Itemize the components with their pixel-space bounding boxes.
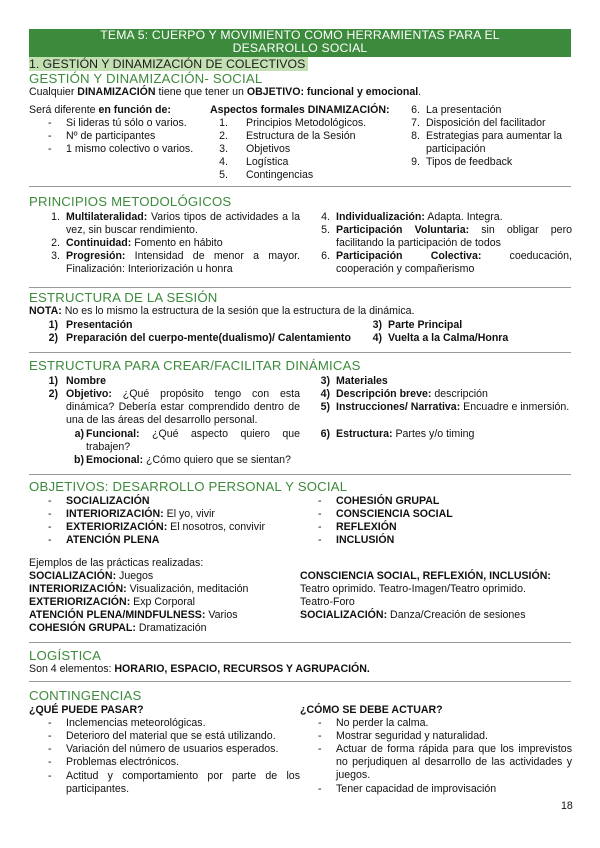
example-text: Teatro oprimido. Teatro-Imagen/Teatro oprimido. [300,583,526,595]
divider [29,681,571,682]
list-number: 1. [51,211,60,223]
session-step: Parte Principal [388,319,463,331]
objective-item: ATENCIÓN PLENA [66,534,160,546]
dash: - [318,783,322,795]
list-item: Principios Metodológicos. [246,117,367,129]
dash: - [48,534,52,546]
dash: - [318,717,322,729]
action-item: No perder la calma. [336,717,429,729]
list-number: 1) [48,319,58,331]
divider [29,287,571,288]
dynamic-step: Estructura: Partes y/o timing [336,428,475,440]
example-item: CONSCIENCIA SOCIAL, REFLEXIÓN, INCLUSIÓN: [300,570,551,582]
section-title-objetivos: OBJETIVOS: DESARROLLO PERSONAL Y SOCIAL [29,479,348,494]
divider [29,474,571,475]
list-number: 1. [219,117,228,129]
dash: - [48,130,52,142]
list-item: Estrategias para aumentar la participación [426,130,563,155]
list-number: 3. [51,250,60,262]
dash: - [318,534,322,546]
dash: - [48,143,52,155]
list-number: 5) [320,401,330,413]
dynamic-step: Nombre [66,375,107,387]
list-number: 8. [411,130,420,142]
section-title-contingencias: CONTINGENCIAS [29,688,142,703]
list-item: Si lideras tú sólo o varios. [66,117,187,129]
divider [29,186,571,187]
list-number: 4. [321,211,330,223]
action-item: Actuar de forma rápida para que los imprevistos no perjudiquen al desarrollo de las actividades y juegos. [336,743,572,781]
objective-sub: Funcional: ¿Qué aspecto quiero que trabajen? [86,428,300,453]
principle-item: Progresión: Intensidad de menor a mayor. Finalización: Interiorización u honra [66,250,300,275]
dash: - [318,495,322,507]
list-number: b) [74,454,84,466]
list-number: 1) [48,375,58,387]
action-item: Mostrar seguridad y naturalidad. [336,730,488,742]
dash: - [48,730,52,742]
example-item: INTERIORIZACIÓN: Visualización, meditación [29,583,249,595]
banner-line-2: DESARROLLO SOCIAL [232,41,368,56]
session-step: Presentación [66,319,133,331]
list-number: 2. [219,130,228,142]
contingency-item: Variación del número de usuarios esperados. [66,743,279,755]
principle-item: Multilateralidad: Varios tipos de actividades a la vez, sin buscar rendimiento. [66,211,300,236]
dash: - [48,521,52,533]
dynamic-step: Instrucciones/ Narrativa: Encuadre e inmersión. [336,401,570,413]
dynamic-step: Descripción breve: descripción [336,388,488,400]
divider [29,352,571,353]
dynamic-step: Objetivo: ¿Qué propósito tengo con esta dinámica? Debería estar comprendido dentro de una de las áreas del desarrollo personal. [66,388,300,426]
principle-item: Participación Colectiva: coeducación, cooperación y compañerismo [336,250,572,275]
list-number: 9. [411,156,420,168]
example-item: COHESIÓN GRUPAL: Dramatización [29,622,207,634]
objective-item: COHESIÓN GRUPAL [336,495,440,507]
list-number: 6. [411,104,420,116]
list-number: 5. [321,224,330,236]
gestion-col2-head: Aspectos formales DINAMIZACIÓN: [210,104,390,116]
section-title-logistica: LOGÍSTICA [29,648,102,663]
page-number: 18 [561,800,573,812]
section-title-crear: ESTRUCTURA PARA CREAR/FACILITAR DINÁMICAS [29,358,361,373]
objective-item: INCLUSIÓN [336,534,395,546]
banner-line-1: TEMA 5: CUERPO Y MOVIMIENTO COMO HERRAMIENTAS PARA EL [100,28,500,42]
list-item: La presentación [426,104,502,116]
list-number: a) [74,428,84,440]
objective-item: CONSCIENCIA SOCIAL [336,508,453,520]
list-number: 3) [372,319,382,331]
principle-item: Individualización: Adapta. Integra. [336,211,503,223]
divider [29,642,571,643]
list-number: 6. [321,250,330,262]
dash: - [48,508,52,520]
dash: - [48,717,52,729]
list-number: 4) [372,332,382,344]
objective-item: SOCIALIZACIÓN [66,495,150,507]
dash: - [48,117,52,129]
list-item: 1 mismo colectivo o varios. [66,143,194,155]
gestion-intro: Cualquier DINAMIZACIÓN tiene que tener un OBJETIVO: funcional y emocional. [29,86,422,98]
list-item: Tipos de feedback [426,156,513,168]
example-item: ATENCIÓN PLENA/MINDFULNESS: Varios [29,609,238,621]
dash: - [48,770,52,782]
dash: - [48,495,52,507]
objective-item: EXTERIORIZACIÓN: El nosotros, convivir [66,521,265,533]
dash: - [318,521,322,533]
session-step: Vuelta a la Calma/Honra [388,332,509,344]
list-item: Nº de participantes [66,130,156,142]
list-number: 4) [320,388,330,400]
contingency-item: Problemas electrónicos. [66,756,180,768]
list-number: 7. [411,117,420,129]
chapter-banner [29,29,571,57]
session-step: Preparación del cuerpo-mente(dualismo)/ Calentamiento [66,332,351,344]
example-text: Teatro-Foro [300,596,355,608]
example-item: SOCIALIZACIÓN: Danza/Creación de sesiones [300,609,526,621]
list-item: Disposición del facilitador [426,117,546,129]
section-title-principios: PRINCIPIOS METODOLÓGICOS [29,194,232,209]
list-item: Contingencias [246,169,314,181]
dynamic-step: Materiales [336,375,388,387]
dash: - [48,743,52,755]
list-number: 4. [219,156,228,168]
list-number: 5. [219,169,228,181]
example-item: SOCIALIZACIÓN: Juegos [29,570,154,582]
principle-item: Participación Voluntaria: sin obligar pero facilitando la participación de todos [336,224,572,249]
list-number: 3) [320,375,330,387]
contingency-item: Inclemencias meteorológicas. [66,717,206,729]
list-number: 2) [48,332,58,344]
section-title-estructura: ESTRUCTURA DE LA SESIÓN [29,290,218,305]
contingencias-right-head: ¿CÓMO SE DEBE ACTUAR? [300,704,443,716]
nota: NOTA: No es lo mismo la estructura de la sesión que la estructura de la dinámica. [29,305,415,317]
list-number: 6) [320,428,330,440]
section-title-gestion: GESTIÓN Y DINAMIZACIÓN- SOCIAL [29,71,263,86]
objective-sub: Emocional: ¿Cómo quiero que se sientan? [86,454,291,466]
list-number: 3. [219,143,228,155]
list-number: 2) [48,388,58,400]
dash: - [318,730,322,742]
objective-item: INTERIORIZACIÓN: El yo, vivir [66,508,215,520]
dash: - [318,743,322,755]
dash: - [318,508,322,520]
objective-item: REFLEXIÓN [336,521,397,533]
contingency-item: Deterioro del material que se está utilizando. [66,730,276,742]
contingencias-left-head: ¿QUÉ PUEDE PASAR? [29,704,144,716]
subheading: 1. GESTIÓN Y DINAMIZACIÓN DE COLECTIVOS [29,57,308,71]
principle-item: Continuidad: Fomento en hábito [66,237,223,249]
dash: - [48,756,52,768]
gestion-col1-head: Será diferente en función de: [29,104,171,116]
list-item: Objetivos [246,143,291,155]
list-item: Logística [246,156,289,168]
logistica-text: Son 4 elementos: HORARIO, ESPACIO, RECURSOS Y AGRUPACIÓN. [29,663,370,675]
action-item: Tener capacidad de improvisación [336,783,497,795]
list-number: 2. [51,237,60,249]
examples-heading: Ejemplos de las prácticas realizadas: [29,557,204,569]
example-item: EXTERIORIZACIÓN: Exp Corporal [29,596,196,608]
contingency-item: Actitud y comportamiento por parte de los participantes. [66,770,300,795]
list-item: Estructura de la Sesión [246,130,356,142]
